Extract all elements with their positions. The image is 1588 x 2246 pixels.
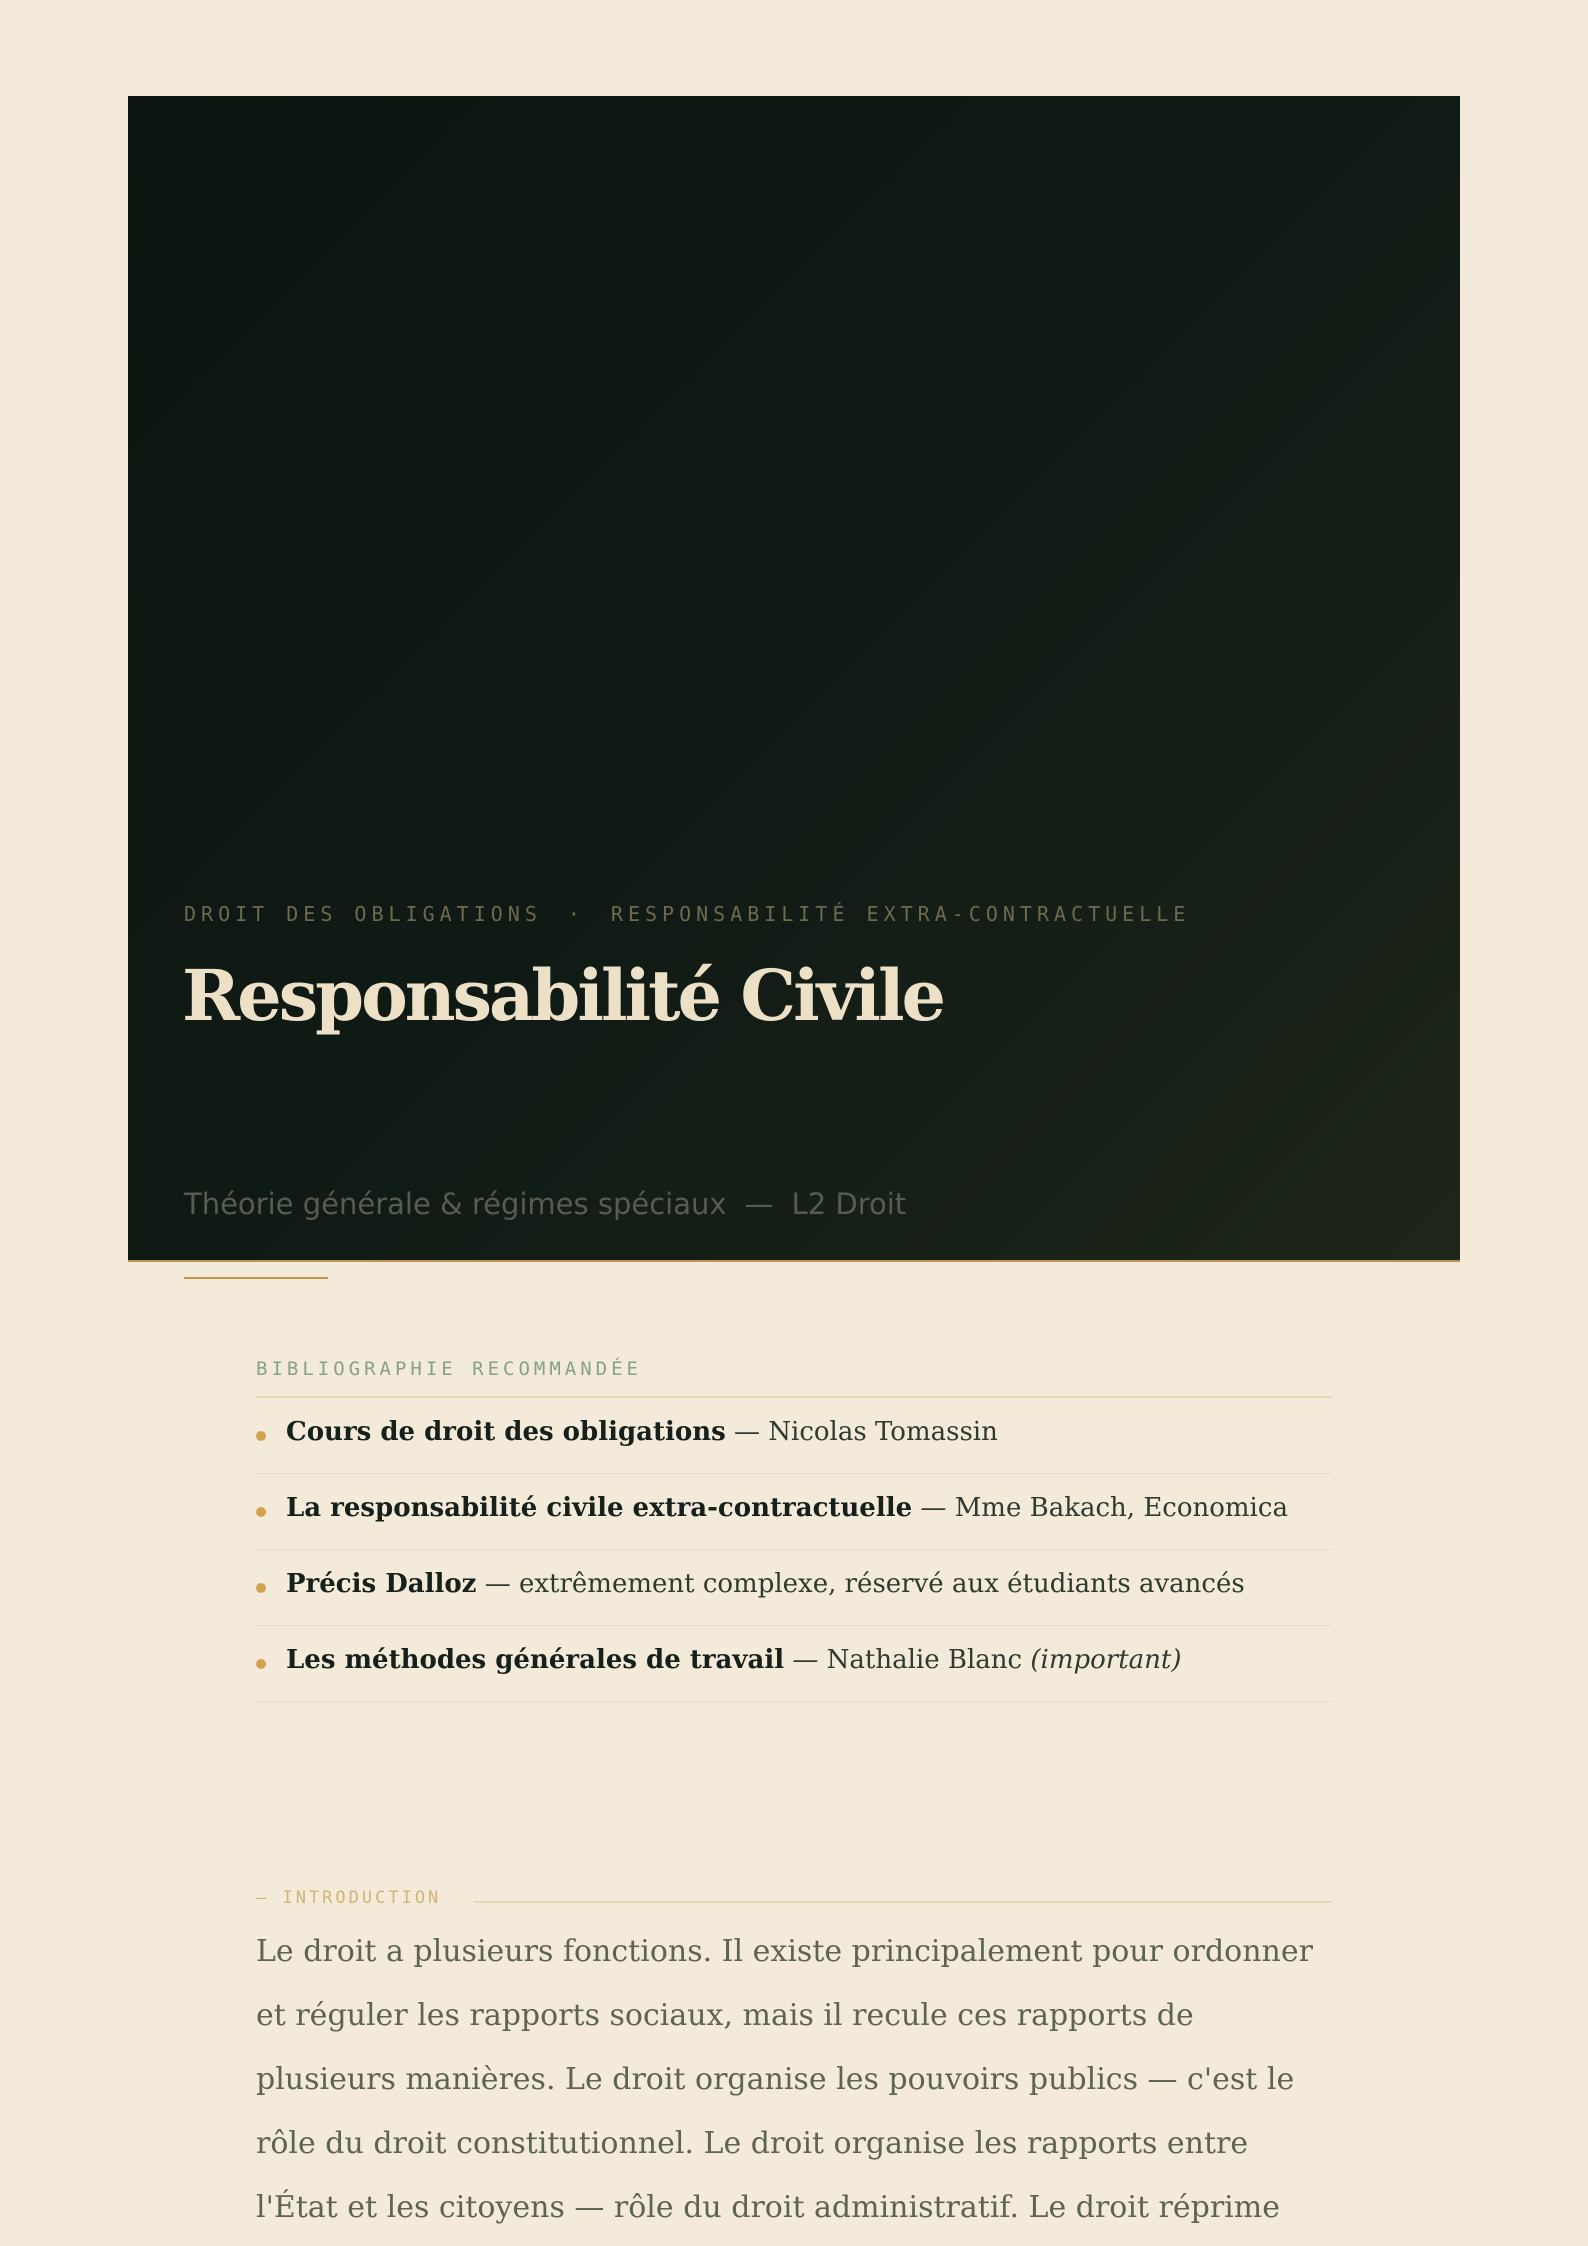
kicker-topic: RESPONSABILITÉ EXTRA-CONTRACTUELLE [610,902,1191,926]
book-title: Cours de droit des obligations [286,1417,726,1447]
bibliography-item [256,1398,1332,1474]
subtitle-main: Théorie générale & régimes spéciaux [184,1187,727,1221]
book-author: Nathalie Blanc [826,1645,1031,1675]
bibliography-item [256,1474,1332,1550]
page-title: Responsabilité Civile [182,954,944,1037]
introduction-label: — INTRODUCTION [256,1888,442,1908]
kicker-separator: · [567,902,585,926]
book-author: Nicolas Tomassin [768,1417,998,1447]
book-separator: — [725,1417,769,1447]
bullet-icon [256,1507,266,1517]
book-author: Mme Bakach, Economica [954,1493,1288,1523]
bullet-icon [256,1431,266,1441]
hero-accent-rule [184,1277,328,1279]
bibliography-item [256,1626,1332,1702]
introduction-divider [474,1901,1332,1903]
book-separator: — [912,1493,955,1523]
subtitle-level: L2 Droit [791,1187,907,1221]
introduction-paragraph: Le droit a plusieurs fonctions. Il existe principalement pour ordonner et réguler les rapports sociaux, mais il recule ces rapports de plusieurs manières. Le droit organise les pouvoirs publics — c'est le rôle du droit constitutionnel. Le droit organise les rapports entre l'État et les citoyens — rôle du droit administratif. Le droit réprime [256,1934,1313,2225]
hero-banner [128,96,1460,1262]
hero-kicker [184,902,1190,926]
book-title: Les méthodes générales de travail [286,1645,785,1675]
book-title: La responsabilité civile extra-contractuelle [286,1493,913,1523]
bibliography-list [256,1398,1332,1702]
bibliography-section [256,1354,1332,1702]
book-note: (important) [1030,1645,1182,1675]
hero-subtitle [184,1187,906,1221]
book-separator: — [784,1645,827,1675]
book-separator: — [476,1569,519,1599]
bibliography-item [256,1550,1332,1626]
introduction-section [256,1888,1332,2240]
bullet-icon [256,1583,266,1593]
subtitle-dash: — [744,1187,774,1221]
bullet-icon [256,1659,266,1669]
bibliography-heading: BIBLIOGRAPHIE RECOMMANDÉE [256,1354,1332,1398]
book-description: extrêmement complexe, réservé aux étudiants avancés [518,1569,1245,1599]
introduction-label-row [256,1888,1332,1916]
kicker-category: DROIT DES OBLIGATIONS [184,902,542,926]
book-title: Précis Dalloz [286,1569,477,1599]
